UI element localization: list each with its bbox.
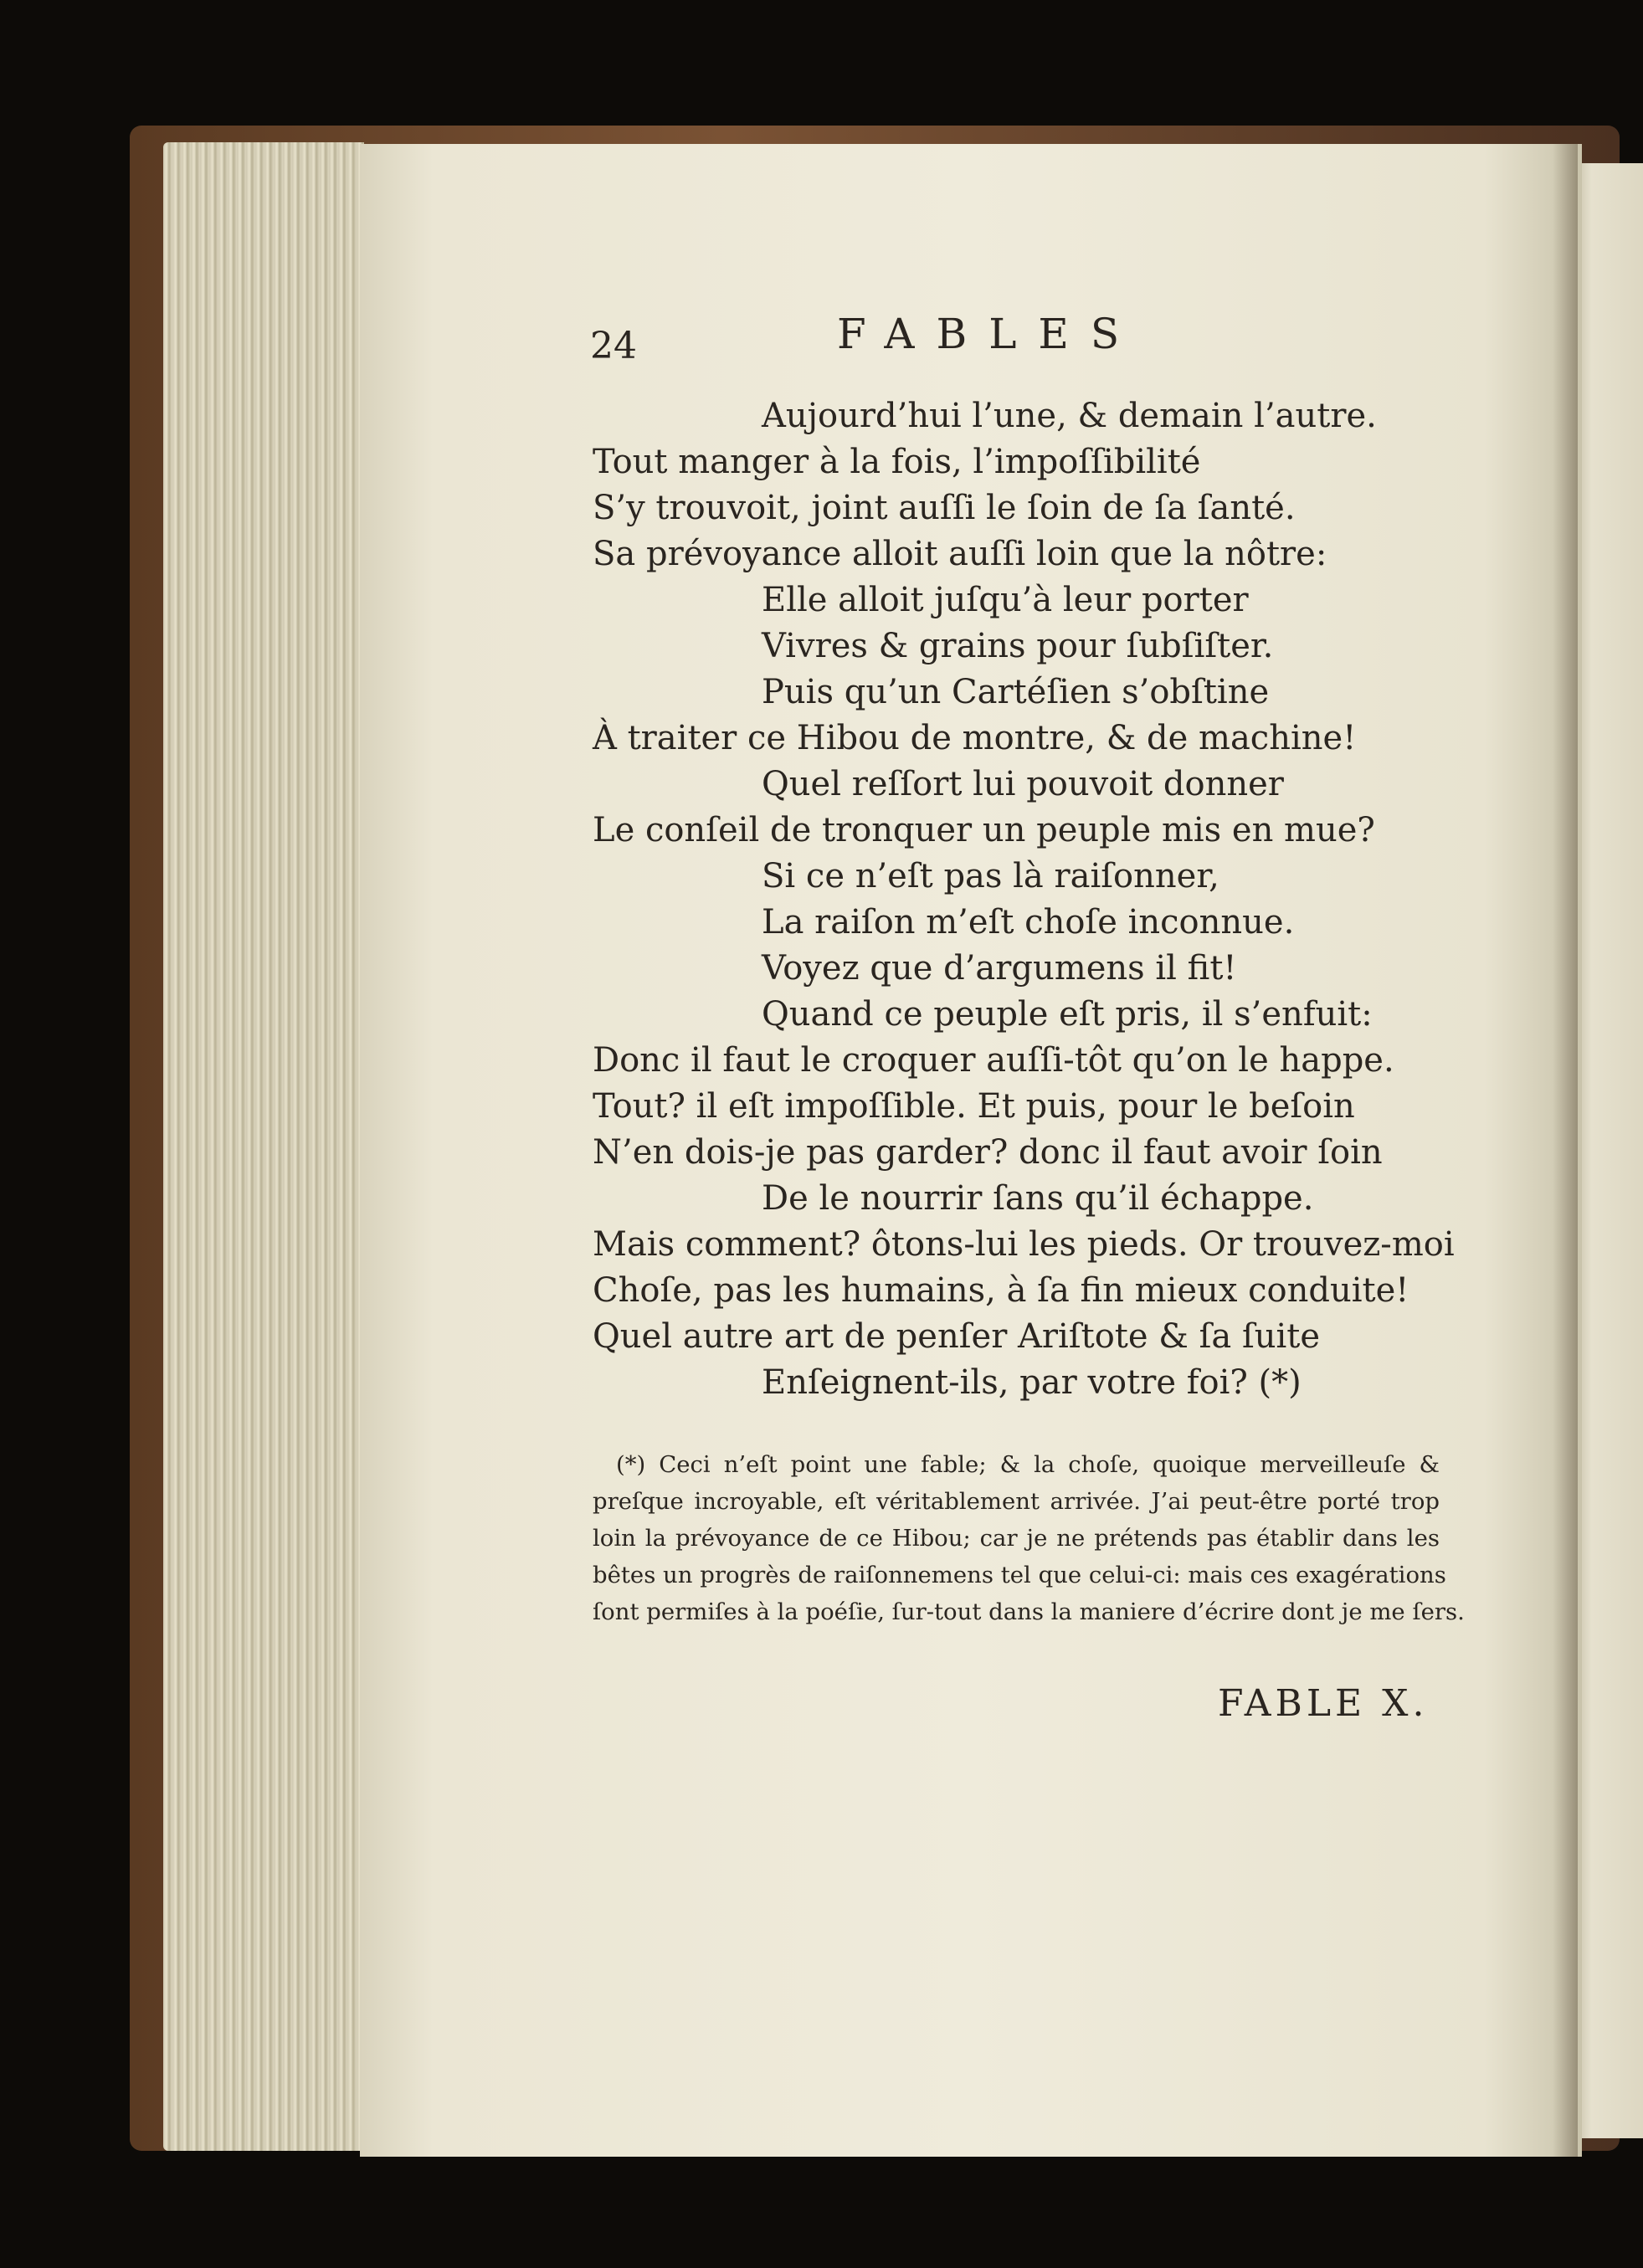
footnote-line: bêtes un progrès de raiſonnemens tel que celui-ci: mais ces exagérations: [593, 1562, 1446, 1588]
page-number: 24: [590, 325, 637, 367]
catchword: FABLE X.: [1218, 1682, 1429, 1725]
verse-line: Donc il faut le croquer auſſi-tôt qu’on le happe.: [593, 1041, 1394, 1080]
verse-line: S’y trouvoit, joint auſſi le ſoin de ſa ſanté.: [593, 489, 1296, 527]
verse-line: Quel autre art de penſer Ariſtote & ſa ſuite: [593, 1317, 1321, 1356]
verse-line: Tout manger à la fois, l’impoſſibilité: [593, 443, 1201, 481]
verse-line: Quand ce peuple eſt pris, il s’enfuit:: [762, 995, 1373, 1034]
page-edges: [163, 142, 364, 2151]
verse-line: Vivres & grains pour ſubſiſter.: [762, 627, 1274, 665]
verse-line: Aujourd’hui l’une, & demain l’autre.: [762, 397, 1377, 435]
verse-line: Tout? il eſt impoſſible. Et puis, pour le beſoin: [593, 1087, 1355, 1126]
verse-block: [593, 393, 1455, 1406]
running-head: [0, 310, 1643, 368]
running-title: FABLES: [837, 310, 1142, 358]
verse-line: Quel reſſort lui pouvoit donner: [762, 765, 1284, 803]
verse-line: Enſeignent-ils, par votre foi? (*): [762, 1363, 1302, 1402]
verse-line: Elle alloit juſqu’à leur porter: [762, 581, 1249, 619]
verse-line: Choſe, pas les humains, à ſa fin mieux conduite!: [593, 1271, 1409, 1310]
footnote-line: loin la prévoyance de ce Hibou; car je ne prétends pas établir dans les: [593, 1525, 1440, 1552]
gutter-shadow: [1553, 144, 1578, 2157]
verse-line: Le conſeil de tronquer un peuple mis en mue?: [593, 811, 1375, 849]
verse-line: Sa prévoyance alloit auſſi loin que la nôtre:: [593, 535, 1327, 573]
verse-line: Si ce n’eſt pas là raiſonner,: [762, 857, 1219, 895]
verse-line: De le nourrir ſans qu’il échappe.: [762, 1179, 1314, 1218]
verse-line: N’en dois-je pas garder? donc il faut avoir ſoin: [593, 1133, 1383, 1172]
footnote-line: (*) Ceci n’eſt point une fable; & la choſe, quoique merveilleuſe &: [616, 1451, 1440, 1478]
footnote-line: preſque incroyable, eſt véritablement arrivée. J’ai peut-être porté trop: [593, 1488, 1440, 1515]
verse-line: La raiſon m’eſt choſe inconnue.: [762, 903, 1295, 942]
verse-line: Mais comment? ôtons-lui les pieds. Or trouvez-moi: [593, 1225, 1455, 1264]
verse-line: Puis qu’un Cartéſien s’obſtine: [762, 673, 1270, 711]
verse-line: À traiter ce Hibou de montre, & de machine!: [593, 719, 1357, 757]
footnote-line: ſont permiſes à la poéſie, ſur-tout dans la maniere d’écrire dont je me ſers.: [593, 1598, 1465, 1625]
footnote: [593, 1446, 1465, 1630]
verse-line: Voyez que d’argumens il fit!: [762, 949, 1237, 988]
